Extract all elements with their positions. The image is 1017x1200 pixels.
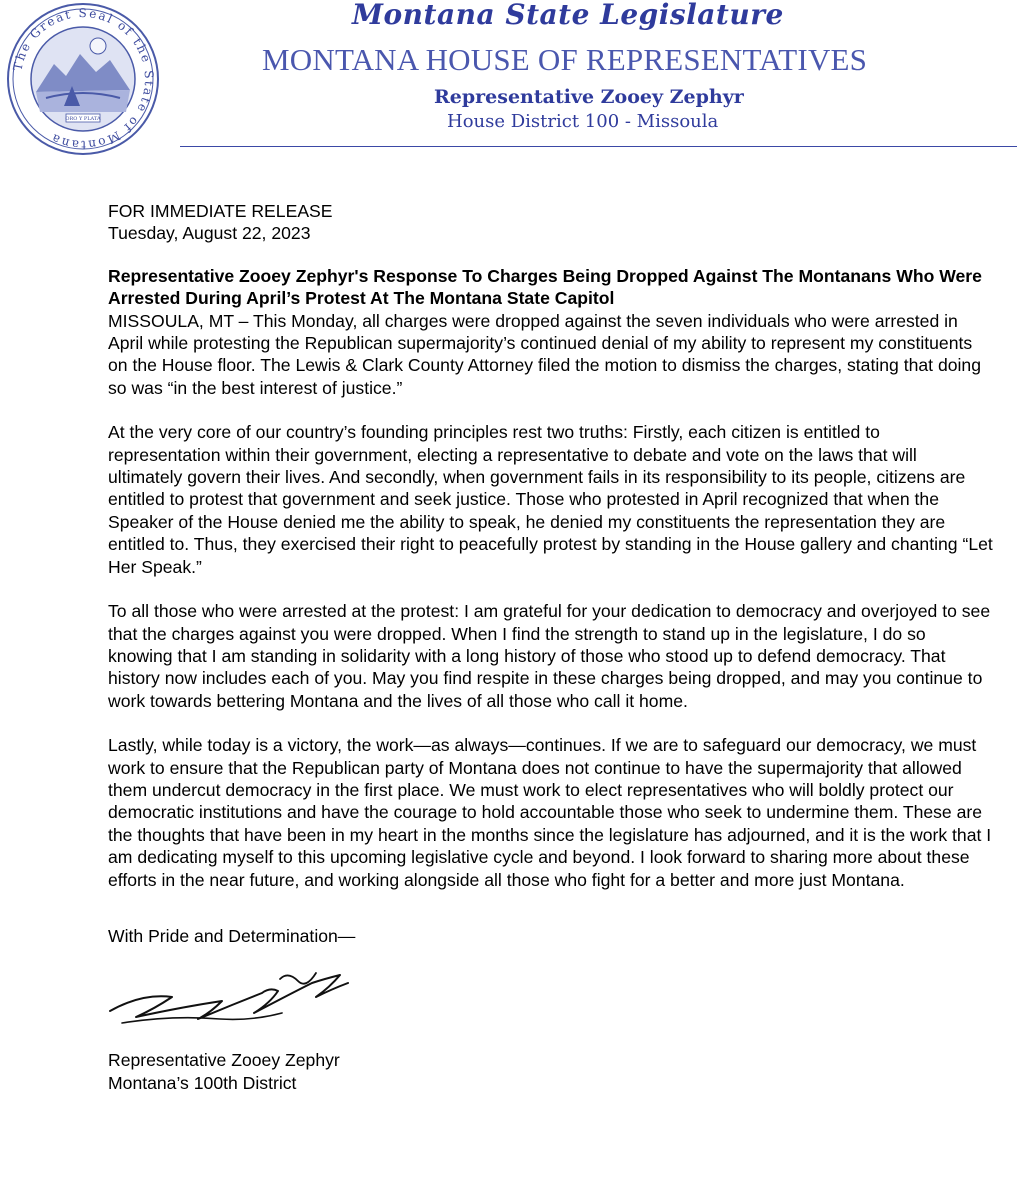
release-date: Tuesday, August 22, 2023 — [108, 223, 311, 244]
closing-block — [108, 925, 993, 1094]
paragraph-3: To all those who were arrested at the protest: I am grateful for your dedication to democracy and overjoyed to see that the charges against you were dropped. When I find the strength to stand up in the legislature, I do so knowing that I am standing in solidarity with a long history of those who stood up to defend democracy. That history now includes each of you. May you find respite in these charges being dropped, and may you continue to work towards bettering Montana and the lives of all those who call it home. — [108, 601, 991, 711]
house-district: House District 100 - Missoula — [447, 111, 719, 132]
handwritten-signature — [102, 953, 362, 1043]
seal-ring-text: The Great Seal of the State of Montana — [10, 5, 157, 153]
release-label: FOR IMMEDIATE RELEASE — [108, 201, 333, 221]
signatory-name: Representative Zooey Zephyr — [108, 1050, 340, 1071]
paragraph-1: MISSOULA, MT – This Monday, all charges were dropped against the seven individuals who were arrested in April while protesting the Republican supermajority’s continued denial of my ability to represent my constituents on the House floor. The Lewis & Clark County Attorney filed the motion to dismiss the charges, stating that doing so was “in the best interest of justice.” — [108, 310, 981, 398]
representative-name: Representative Zooey Zephyr — [434, 86, 744, 108]
paragraph-4: Lastly, while today is a victory, the work—as always—continues. If we are to safeguard our democracy, we must work to ensure that the Republican party of Montana does not continue to have the supermajority that allowed them undercut democracy in the first place. We must work to elect representatives who will boldly protect our democratic institutions and have the courage to hold accountable those who seek to undermine them. These are the thoughts that have been in my heart in the months since the legislature has adjourned, and it is the work that I am dedicating myself to this upcoming legislative cycle and beyond. I look forward to sharing more about these efforts in the near future, and working alongside all those who fight for a better and more just Montana. — [108, 735, 992, 890]
legislature-title: Montana State Legislature — [352, 0, 784, 31]
house-title: MONTANA HOUSE OF REPRESENTATIVES — [262, 42, 868, 77]
seal-motto: ORO Y PLATA — [65, 116, 101, 122]
state-seal-icon — [6, 2, 160, 156]
closing-salutation: With Pride and Determination— — [108, 925, 356, 946]
signatory-district: Montana’s 100th District — [108, 1072, 297, 1093]
press-release-body — [108, 200, 993, 1094]
letterhead-divider — [180, 146, 1017, 147]
paragraph-2: At the very core of our country’s founding principles rest two truths: Firstly, each citizen is entitled to representation within their government, electing a representative to debate and vote on the laws that will ultimately govern their lives. And secondly, when government fails in its responsibility to its people, citizens are entitled to protest that government and seek justice. Those who protested in April recognized that when the Speaker of the House denied me the ability to speak, he denied my constituents the representation they are entitled to. Thus, they exercised their right to peacefully protest by standing in the House gallery and chanting “Let Her Speak.” — [108, 422, 993, 577]
headline: Representative Zooey Zephyr's Response To Charges Being Dropped Against The Montanans Who Were Arrested During April’s Protest At The Montana State Capitol — [108, 265, 982, 309]
release-block — [108, 200, 993, 245]
letterhead — [0, 0, 1017, 160]
